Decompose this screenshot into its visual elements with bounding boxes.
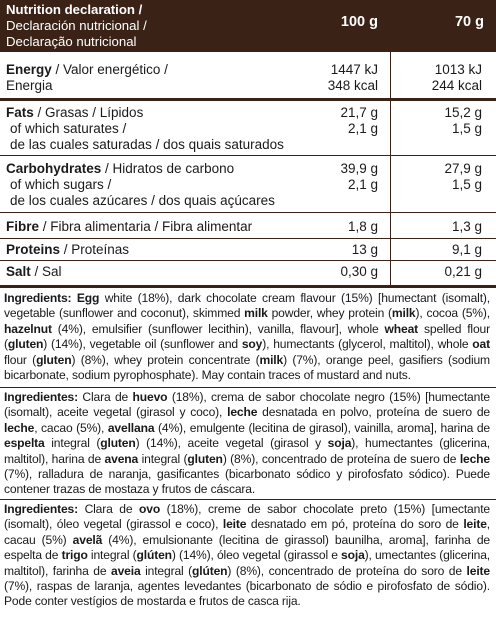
energy-kcal-100g: 348 kcal	[327, 78, 378, 93]
ingredient-text: powder, whey protein (	[267, 306, 392, 321]
allergen-text: hazelnut	[4, 321, 52, 336]
ingredients-es	[4, 390, 490, 498]
fats-70g: 15,2 g	[444, 105, 482, 120]
fibre-100g: 1,8 g	[347, 219, 378, 234]
ingredient-text: spelled flour (	[4, 321, 490, 352]
ingredient-text: integral (	[138, 451, 188, 466]
allergen-text: trigo	[61, 548, 88, 563]
allergen-text: Ingredientes:	[4, 502, 85, 516]
ingredients-pt	[4, 502, 490, 610]
allergen-text: soja	[327, 436, 352, 451]
fats-100g: 21,7 g	[340, 105, 378, 120]
allergen-text: Ingredientes:	[4, 390, 83, 404]
divider	[0, 499, 496, 500]
ingredient-text: flour (	[4, 352, 37, 367]
header-titles	[6, 2, 147, 50]
energy-kj-70g: 1013 kJ	[434, 62, 482, 77]
ingredient-text: Clara de	[82, 390, 133, 404]
proteins-label: Proteins / Proteínas	[6, 242, 130, 257]
allergen-text: oat	[472, 337, 490, 352]
ingredient-text: white (18%), dark chocolate cream flavour (15%) [humectant (isomalt), vegetable (sunflower and coconut), skimmed	[4, 291, 490, 321]
ingredient-text: ) (8%), concentrado de proteína de suero de	[222, 451, 460, 466]
ingredient-text: ) (14%), vegetable oil (sunflower and	[43, 337, 242, 352]
allergen-text: leite	[222, 517, 247, 532]
energy-kj-100g: 1447 kJ	[330, 62, 378, 77]
allergen-text: glúten	[136, 548, 172, 563]
allergen-text: huevo	[132, 390, 168, 404]
title-en: Nutrition declaration /	[6, 2, 143, 17]
divider	[0, 238, 496, 239]
allergen-text: espelta	[4, 436, 45, 451]
divider	[0, 212, 496, 213]
allergen-text: soy	[241, 337, 263, 352]
title-es: Declaración nutricional /	[6, 18, 147, 33]
ingredient-text: (18%), creme de sabor chocolate preto (15%) [umectante (isomalt), óleo vegetal (girassol e coco),	[4, 502, 490, 532]
energy-label: Energy / Valor energético /	[6, 62, 168, 77]
ingredient-text: (18%), crema de sabor chocolate negro (15%) [humectante (isomalt), aceite vegetal (girasol y coco),	[4, 390, 490, 420]
carbohydrates-70g: 27,9 g	[444, 161, 482, 176]
proteins-70g: 9,1 g	[451, 242, 482, 257]
sugars-label-es-pt: de los cuales azúcares / dos quais açúcares	[10, 193, 275, 208]
salt-100g: 0,30 g	[340, 264, 378, 279]
ingredients-en	[4, 291, 490, 383]
allergen-text: leche	[227, 405, 258, 420]
allergen-text: gluten	[7, 337, 44, 352]
divider-thick	[0, 285, 496, 288]
energy-kcal-70g: 244 kcal	[431, 78, 482, 93]
allergen-text: avelã	[72, 532, 103, 547]
ingredient-text: ) (8%), concentrado de proteína do soro de	[227, 563, 467, 578]
allergen-text: gluten	[36, 352, 72, 367]
sugars-100g: 2,1 g	[347, 177, 378, 192]
fibre-label: Fibre / Fibra alimentaria / Fibra alimentar	[6, 219, 253, 234]
allergen-text: ovo	[139, 502, 161, 516]
carbohydrates-100g: 39,9 g	[340, 161, 378, 176]
allergen-text: leite	[463, 517, 487, 532]
ingredient-text: , cacau (5%)	[4, 517, 491, 547]
allergen-text: milk	[391, 306, 416, 321]
ingredient-text: ), humectants (glycerol, maltitol), whole	[262, 337, 473, 352]
energy-label-pt: Energia	[6, 78, 53, 93]
allergen-text: leche	[4, 420, 35, 435]
allergen-text: avena	[104, 451, 139, 466]
allergen-text: milk	[244, 306, 268, 321]
ingredient-text: ) (14%), óleo vegetal (girassol e	[171, 548, 342, 563]
ingredient-text: (4%), emulsifier (sunflower lecithin), vanilla, flavour], whole	[51, 321, 385, 336]
allergen-text: leite	[466, 563, 490, 578]
fats-label: Fats / Grasas / Lípidos	[6, 105, 144, 120]
ingredient-text: ), humectantes (glicerina, maltitol), harina de	[4, 436, 490, 466]
salt-70g: 0,21 g	[444, 264, 482, 279]
divider	[0, 387, 496, 388]
proteins-100g: 13 g	[351, 242, 378, 257]
allergen-text: wheat	[384, 321, 419, 336]
ingredient-text: ) (14%), aceite vegetal (girasol y	[135, 436, 328, 451]
salt-label: Salt / Sal	[6, 264, 62, 279]
ingredient-text: integral (	[140, 563, 193, 578]
saturates-label: of which saturates /	[10, 121, 127, 136]
allergen-text: Ingredients:	[4, 291, 77, 305]
saturates-100g: 2,1 g	[347, 121, 378, 136]
allergen-text: milk	[259, 352, 284, 367]
sugars-label: of which sugars /	[10, 177, 112, 192]
divider	[0, 155, 496, 156]
allergen-text: avellana	[107, 420, 155, 435]
ingredient-text: desnatado em pó, proteína do soro de	[246, 517, 464, 532]
ingredient-text: (7%), raspas de laranja, agentes levedantes (bicarbonato de sódio e pirofosfato de sódio). Pode conter vestígios de mostarda e frutos de casca rija.	[4, 579, 490, 609]
title-pt: Declaração nutricional	[6, 34, 137, 49]
column-header-100g: 100 g	[340, 14, 378, 30]
ingredient-text: , cacao (5%),	[34, 420, 108, 435]
column-divider	[390, 52, 391, 286]
divider	[0, 260, 496, 261]
ingredient-text: integral (	[87, 548, 137, 563]
divider-thick	[0, 98, 496, 101]
allergen-text: aveia	[111, 563, 141, 578]
ingredient-text: ) (8%), whey protein concentrate (	[71, 352, 260, 367]
ingredient-text: ), cocoa (5%),	[415, 306, 490, 321]
carbohydrates-label: Carbohydrates / Hidratos de carbono	[6, 161, 235, 176]
allergen-text: gluten	[187, 451, 223, 466]
saturates-70g: 1,5 g	[451, 121, 482, 136]
ingredient-text: ) (7%), orange peel, gasifiers (sodium bicarbonate, sodium pyrophosphate). May contain traces of mustard and nuts.	[4, 352, 490, 383]
saturates-label-es-pt: de las cuales saturadas / dos quais saturados	[10, 137, 284, 152]
ingredient-text: ), umectantes (glicerina, maltitol), farinha de	[4, 548, 491, 578]
ingredient-text: (7%), ralladura de naranja, gasificantes (bicarbonato sódico y pirofosfato sódico). Puede contener trazas de mostaza y frutos de cáscara.	[4, 467, 490, 497]
column-header-70g: 70 g	[454, 14, 484, 30]
allergen-text: Egg	[76, 291, 100, 305]
ingredient-text: desnatada en polvo, proteína de suero de	[257, 405, 490, 420]
sugars-70g: 1,5 g	[451, 177, 482, 192]
table-header	[0, 0, 496, 52]
allergen-text: gluten	[100, 436, 136, 451]
fibre-70g: 1,3 g	[451, 219, 482, 234]
ingredient-text: Clara de	[84, 502, 140, 516]
ingredient-text: integral (	[44, 436, 101, 451]
ingredient-text: (4%), emulsionante (lecitina de girassol) baunilha, aroma], farinha de espelta de	[4, 532, 490, 563]
ingredient-text: (4%), emulgente (lecitina de girasol), vainilla, aroma], harina de	[154, 420, 490, 435]
allergen-text: soja	[341, 548, 365, 563]
allergen-text: leche	[459, 451, 490, 466]
allergen-text: glúten	[192, 563, 228, 578]
